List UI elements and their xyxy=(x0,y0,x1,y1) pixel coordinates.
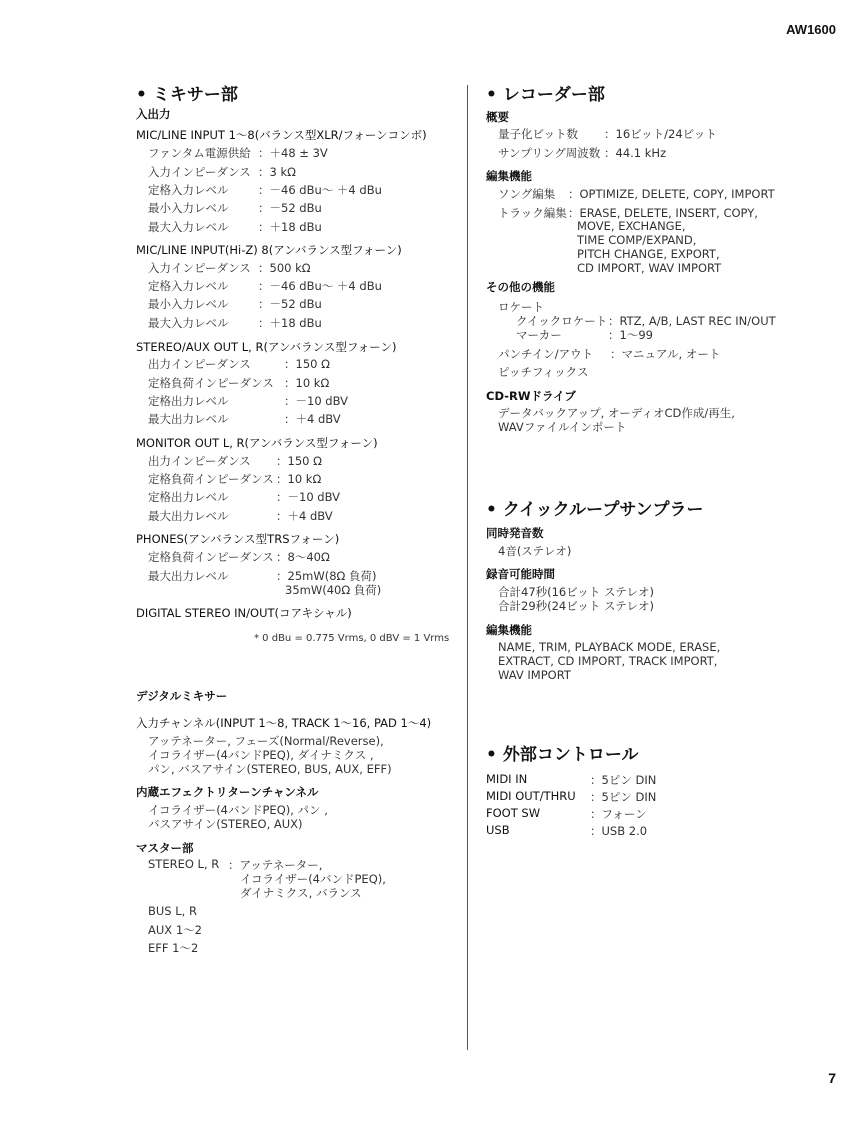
spec-row: USB ：USB 2.0 xyxy=(486,823,648,838)
sampler-heading: • クイックループサンプラー xyxy=(486,500,704,520)
text-line: ロケート xyxy=(498,300,544,314)
text-line: BUS L, R xyxy=(148,904,197,918)
recorder-heading: • レコーダー部 xyxy=(486,85,605,105)
spec-row: 最大入力レベル ：＋18 dBu xyxy=(148,220,322,234)
text-line: PITCH CHANGE, EXPORT, xyxy=(577,247,720,261)
sampler-edit-title: 編集機能 xyxy=(486,623,532,637)
text-line: 4音(ステレオ) xyxy=(498,544,572,558)
io-heading: 入出力 xyxy=(136,107,171,121)
text-line: ピッチフィックス xyxy=(498,365,589,379)
spec-row: MIDI IN ：5ピン DIN xyxy=(486,772,657,787)
spec-row: 定格負荷インピーダンス ：10 kΩ xyxy=(148,472,322,486)
sampler-title: クイックループサンプラー xyxy=(502,500,704,520)
text-line: NAME, TRIM, PLAYBACK MODE, ERASE, xyxy=(498,640,721,654)
polyphony-title: 同時発音数 xyxy=(486,526,544,540)
text-line: イコライザー(4バンドPEQ), xyxy=(240,872,386,886)
phones-title: PHONES(アンバランス型TRSフォーン) xyxy=(136,532,340,546)
digital-io-title: DIGITAL STEREO IN/OUT(コアキシャル) xyxy=(136,606,352,620)
model-name: AW1600 xyxy=(786,22,836,37)
recorder-title: レコーダー部 xyxy=(502,85,605,105)
page-number: 7 xyxy=(828,1070,836,1086)
text-line: イコライザー(4バンドPEQ), ダイナミクス , xyxy=(148,748,374,762)
spec-row: 量子化ビット数 ：16ビット/24ビット xyxy=(498,127,717,141)
hiz-title: MIC/LINE INPUT(Hi-Z) 8(アンバランス型フォーン) xyxy=(136,243,402,257)
spec-row: パンチイン/アウト ：マニュアル, オート xyxy=(498,347,721,361)
spec-row: 最小入力レベル ：－52 dBu xyxy=(148,297,322,311)
spec-row: 最大出力レベル ：＋4 dBV xyxy=(148,412,341,426)
overview-title: 概要 xyxy=(486,110,509,124)
spec-row: ソング編集 ：OPTIMIZE, DELETE, COPY, IMPORT xyxy=(498,187,775,201)
text-line: 合計29秒(24ビット ステレオ) xyxy=(498,599,654,613)
text-line: MOVE, EXCHANGE, xyxy=(577,219,686,233)
edit-title: 編集機能 xyxy=(486,169,532,183)
monitor-title: MONITOR OUT L, R(アンバランス型フォーン) xyxy=(136,436,378,450)
spec-row: 定格出力レベル ：－10 dBV xyxy=(148,394,348,408)
master-title: マスター部 xyxy=(136,841,194,855)
text-line: ダイナミクス, バランス xyxy=(240,886,362,900)
spec-row: 出力インピーダンス ：150 Ω xyxy=(148,357,330,371)
column-divider xyxy=(467,85,468,1050)
spec-row: 最大入力レベル ：＋18 dBu xyxy=(148,316,322,330)
master-stereo-row: STEREO L, R ：アッテネーター, xyxy=(148,857,323,872)
stereo-aux-title: STEREO/AUX OUT L, R(アンバランス型フォーン) xyxy=(136,340,397,354)
spec-row: 入力インピーダンス ：500 kΩ xyxy=(148,261,311,275)
spec-row: 定格負荷インピーダンス ：8～40Ω xyxy=(148,550,330,564)
spec-row: 出力インピーダンス ：150 Ω xyxy=(148,454,322,468)
text-line: バスアサイン(STEREO, AUX) xyxy=(148,817,303,831)
spec-row: 最小入力レベル ：－52 dBu xyxy=(148,201,322,215)
spec-row: 定格負荷インピーダンス ：10 kΩ xyxy=(148,376,330,390)
text-line: アッテネーター, フェーズ(Normal/Reverse), xyxy=(148,734,384,748)
text-line: EFF 1～2 xyxy=(148,941,199,955)
mixer-heading: • ミキサー部 xyxy=(136,85,238,105)
text-line: TIME COMP/EXPAND, xyxy=(577,233,697,247)
spec-row: クイックロケート ：RTZ, A/B, LAST REC IN/OUT xyxy=(516,314,776,328)
spec-row: 定格出力レベル ：－10 dBV xyxy=(148,490,340,504)
digital-mixer-heading: デジタルミキサー xyxy=(136,689,228,703)
external-heading: • 外部コントロール xyxy=(486,745,639,765)
text-line: CD IMPORT, WAV IMPORT xyxy=(577,261,722,275)
spec-row: 最大出力レベル ：25mW(8Ω 負荷) xyxy=(148,569,377,583)
spec-row: 入力インピーダンス ：3 kΩ xyxy=(148,165,296,179)
text-line: AUX 1～2 xyxy=(148,923,202,937)
external-title: 外部コントロール xyxy=(502,745,639,765)
text-line: WAV IMPORT xyxy=(498,668,571,682)
mic-line-title: MIC/LINE INPUT 1～8(バランス型XLR/フォーンコンボ) xyxy=(136,128,427,142)
rec-time-title: 録音可能時間 xyxy=(486,567,555,581)
spec-row: サンプリング周波数 ：44.1 kHz xyxy=(498,146,667,160)
spec-row: 最大出力レベル ：＋4 dBV xyxy=(148,509,333,523)
spec-row: 定格入力レベル ：－46 dBu～ ＋4 dBu xyxy=(148,183,382,197)
text-line: 合計47秒(16ビット ステレオ) xyxy=(498,585,654,599)
spec-row: MIDI OUT/THRU ：5ピン DIN xyxy=(486,789,657,804)
spec-row: FOOT SW ：フォーン xyxy=(486,806,647,821)
text-line: WAVファイルインポート xyxy=(498,420,627,434)
footnote: * 0 dBu = 0.775 Vrms, 0 dBV = 1 Vrms xyxy=(254,633,450,644)
text-line: データバックアップ, オーディオCD作成/再生, xyxy=(498,406,735,420)
mixer-title: ミキサー部 xyxy=(152,85,238,105)
cdrw-title: CD-RWドライブ xyxy=(486,389,576,403)
spec-row: ファンタム電源供給 ：＋48 ± 3V xyxy=(148,146,328,160)
input-channel-title: 入力チャンネル(INPUT 1～8, TRACK 1～16, PAD 1～4) xyxy=(136,716,432,730)
spec-row: トラック編集 ：ERASE, DELETE, INSERT, COPY, xyxy=(498,206,758,220)
text-line: イコライザー(4バンドPEQ), パン , xyxy=(148,803,328,817)
effect-return-title: 内蔵エフェクトリターンチャンネル xyxy=(136,785,319,799)
other-functions-title: その他の機能 xyxy=(486,280,555,294)
text-line: パン, バスアサイン(STEREO, BUS, AUX, EFF) xyxy=(148,762,392,776)
spec-row: 定格入力レベル ：－46 dBu～ ＋4 dBu xyxy=(148,279,382,293)
text-line: EXTRACT, CD IMPORT, TRACK IMPORT, xyxy=(498,654,718,668)
spec-row: マーカー ：1～99 xyxy=(516,328,653,342)
